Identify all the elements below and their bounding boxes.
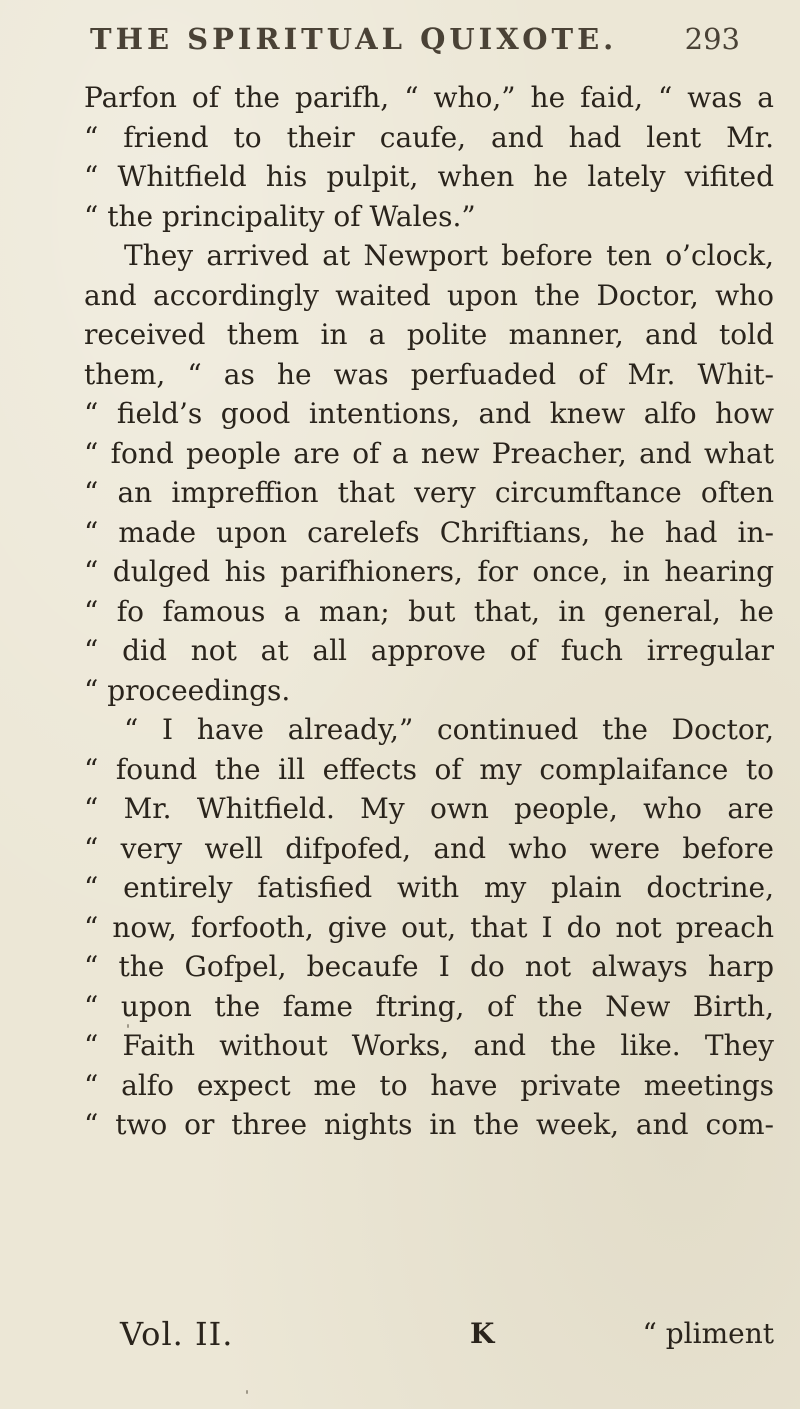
text-line: and accordingly waited upon the Doctor, who bbox=[84, 278, 774, 312]
text-line: “ made upon carelefs Chriftians, he had in- bbox=[84, 515, 774, 549]
text-line: “ the Gofpel, becaufe I do not always harp bbox=[84, 950, 774, 983]
text-line: “ found the ill effects of my complaifance to bbox=[84, 752, 774, 786]
text-line: “ did not at all approve of fuch irregular bbox=[84, 634, 774, 667]
ink-speck bbox=[246, 1390, 248, 1394]
text-line: “ proceedings. bbox=[84, 673, 291, 707]
paragraph-start-line: “ I have already,” continued the Doctor, bbox=[124, 713, 774, 746]
text-line: Parfon of the parifh, “ who,” he faid, “ was a bbox=[84, 81, 774, 114]
text-line: “ the principality of Wales.” bbox=[84, 199, 476, 233]
text-line: “ friend to their caufe, and had lent Mr. bbox=[84, 120, 774, 154]
sheet-signature: K bbox=[470, 1317, 495, 1350]
text-line: “ an impreffion that very circumftance often bbox=[84, 476, 774, 509]
page-number: 293 bbox=[684, 22, 740, 56]
text-line: “ upon the fame ftring, of the New Birth, bbox=[84, 989, 774, 1023]
text-line: “ fond people are of a new Preacher, and what bbox=[84, 436, 774, 470]
text-line: “ now, forfooth, give out, that I do not preach bbox=[84, 910, 774, 944]
text-line: “ alfo expect me to have private meetings bbox=[84, 1068, 774, 1102]
page-footer bbox=[120, 1312, 774, 1356]
volume-signature: Vol. II. bbox=[120, 1315, 234, 1353]
body-text bbox=[84, 78, 774, 1145]
text-line: “ Whitfield his pulpit, when he lately vifited bbox=[84, 160, 774, 193]
text-line: “ Faith without Works, and the like. They bbox=[84, 1029, 774, 1062]
running-head bbox=[90, 14, 740, 64]
text-line: “ two or three nights in the week, and com- bbox=[84, 1108, 774, 1141]
text-line: received them in a polite manner, and told bbox=[84, 318, 774, 351]
running-title: THE SPIRITUAL QUIXOTE. bbox=[90, 22, 618, 56]
text-line: “ field’s good intentions, and knew alfo how bbox=[84, 397, 774, 430]
text-line: “ entirely fatisfied with my plain doctrine, bbox=[84, 871, 774, 904]
text-line: “ very well difpofed, and who were before bbox=[84, 831, 774, 865]
catchword: “ pliment bbox=[642, 1317, 774, 1350]
text-line: them, “ as he was perfuaded of Mr. Whit- bbox=[84, 357, 774, 391]
text-line: “ fo famous a man; but that, in general, he bbox=[84, 594, 774, 628]
text-line: “ dulged his parifhioners, for once, in hearing bbox=[84, 555, 774, 588]
ink-speck bbox=[127, 1024, 129, 1028]
paragraph-start-line: They arrived at Newport before ten o’clock, bbox=[124, 239, 774, 272]
text-line: “ Mr. Whitfield. My own people, who are bbox=[84, 792, 774, 825]
